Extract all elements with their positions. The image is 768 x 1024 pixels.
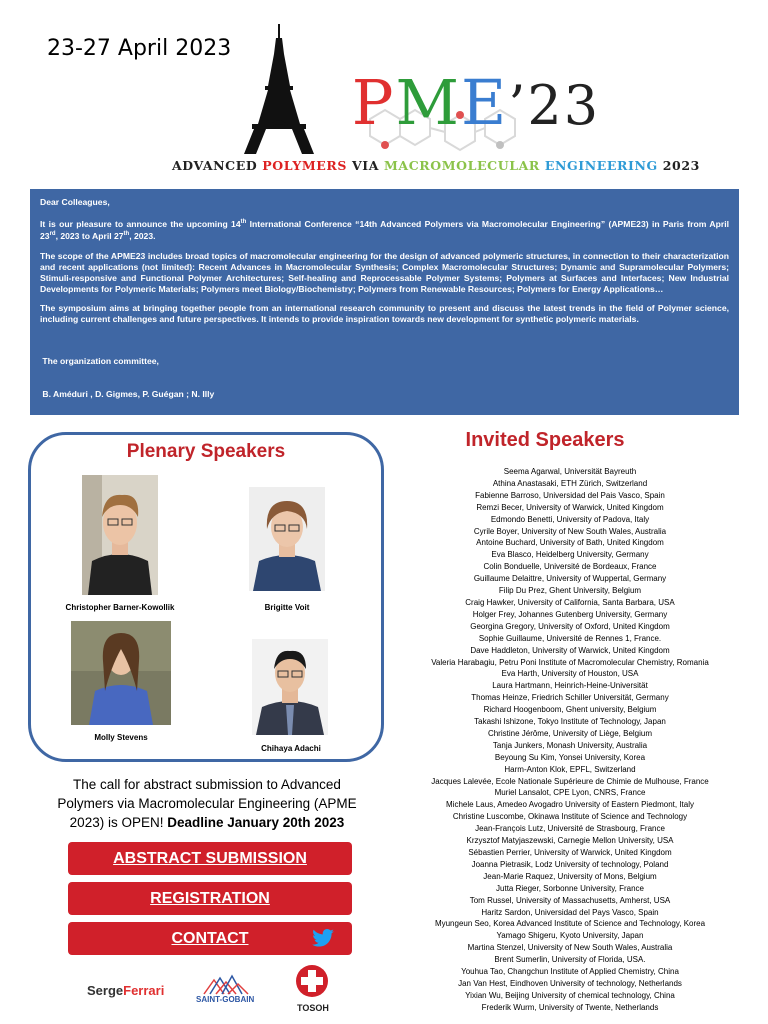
letter-greeting: Dear Colleagues, — [40, 197, 110, 207]
invited-speaker-item — [400, 942, 740, 954]
subtitle-part: MACROMOLECULAR — [383, 158, 540, 173]
logo-letter-m: M — [395, 66, 461, 139]
invited-speaker-affiliation: , University of New South Wales, Australia — [517, 526, 667, 536]
invited-speaker-item — [400, 549, 740, 561]
invited-speaker-item — [400, 502, 740, 514]
speaker-photo — [252, 639, 328, 735]
invited-speaker-name: Remzi Becer — [476, 502, 522, 512]
plenary-speakers-panel — [28, 432, 384, 762]
invited-speaker-item — [400, 966, 740, 978]
serge-ferrari-logo: SergeFerrari — [87, 983, 165, 998]
invited-speaker-affiliation: , Université de Bordeaux, France — [539, 562, 657, 572]
invited-speaker-name: Yixian Wu — [465, 990, 501, 1000]
invited-speaker-affiliation: , Changchun Institute of Applied Chemistry, China — [502, 967, 679, 977]
invited-speaker-item — [400, 704, 740, 716]
invited-speaker-affiliation: , University of Massachusetts, Amherst, USA — [511, 895, 671, 905]
speaker-name: Molly Stevens — [94, 733, 148, 742]
invited-speaker-name: Harm-Anton Klok — [504, 764, 566, 774]
invited-speaker-item — [400, 811, 740, 823]
invited-speaker-item — [400, 918, 740, 930]
invited-speaker-name: Craig Hawker — [465, 597, 514, 607]
contact-button[interactable]: CONTACT — [68, 922, 352, 955]
invited-speakers-list — [400, 466, 740, 1014]
invited-speaker-affiliation: , University of Bath, United Kingdom — [535, 538, 664, 548]
subtitle-part: POLYMERS — [262, 158, 348, 173]
invited-speaker-name: Seema Agarwal — [503, 467, 560, 476]
conference-subtitle — [172, 158, 700, 173]
invited-speaker-affiliation: , University of Twente, Netherlands — [534, 1002, 659, 1012]
invited-speaker-item — [400, 621, 740, 633]
invited-speaker-affiliation: , University of New South Wales, Australia — [523, 943, 673, 953]
invited-speaker-name: Tom Russel — [469, 895, 512, 905]
invited-speaker-affiliation: , Heinrich-Heine-Universität — [550, 681, 648, 691]
invited-speaker-item — [400, 537, 740, 549]
invited-speaker-affiliation: , Eindhoven University of technology, Netherlands — [505, 978, 682, 988]
invited-speaker-affiliation: , Universität Bayreuth — [559, 467, 637, 476]
invited-speaker-name: Haritz Sardon — [481, 907, 531, 917]
invited-speaker-name: Myungeun Seo — [434, 919, 489, 929]
invited-speaker-item — [400, 764, 740, 776]
invited-speaker-name: Jean-François Lutz — [475, 824, 544, 834]
invited-speaker-item — [400, 657, 740, 669]
invited-speaker-name: Antoine Buchard — [476, 538, 536, 548]
invited-speaker-item — [400, 633, 740, 645]
invited-speaker-affiliation: , Okinawa Institute of Science and Technology — [523, 812, 688, 822]
invited-speaker-name: Athina Anastasaki — [492, 478, 557, 488]
invited-speaker-item — [400, 573, 740, 585]
invited-speaker-item — [400, 645, 740, 657]
saint-gobain-label: SAINT-GOBAIN — [196, 995, 255, 1004]
letter-signature: The organization committee, B. Améduri , D. Gigmes, P. Guégan ; N. Illy — [40, 355, 215, 399]
invited-speaker-name: Beyoung Su Kim — [494, 752, 555, 762]
speaker-name: Chihaya Adachi — [261, 744, 321, 753]
invited-speaker-affiliation: , University of Houston, USA — [537, 669, 639, 679]
invited-speaker-item — [400, 740, 740, 752]
invited-speaker-item — [400, 835, 740, 847]
invited-speaker-affiliation: , Lodz University of technology, Poland — [530, 859, 669, 869]
invited-speaker-name: Guillaume Delaittre — [473, 574, 542, 584]
invited-speaker-name: Jan Van Hest — [458, 978, 506, 988]
invited-speaker-item — [400, 907, 740, 919]
invited-speaker-item — [400, 692, 740, 704]
letter-paragraph-1: It is our pleasure to announce the upcoming 14th International Conference “14th Advanced Polymers via Macromolecular Engineering” (APME23) in Paris from April 23rd, 2023 to April 27th, 2023. — [40, 218, 729, 242]
invited-speaker-item — [400, 752, 740, 764]
invited-speaker-affiliation: , University of Florida, USA. — [547, 955, 646, 965]
invited-speaker-item — [400, 466, 740, 478]
invited-speaker-item — [400, 978, 740, 990]
invited-speaker-item — [400, 859, 740, 871]
invitation-letter — [30, 189, 739, 415]
invited-speaker-name: Krzysztof Matyjaszewski — [466, 836, 554, 846]
invited-speaker-name: Filip Du Prez — [498, 586, 545, 596]
invited-speaker-name: Cyrile Boyer — [473, 526, 518, 536]
invited-speaker-item — [400, 847, 740, 859]
invited-speaker-item — [400, 990, 740, 1002]
invited-speaker-name: Fabienne Barroso — [475, 490, 539, 500]
invited-speaker-item — [400, 680, 740, 692]
invited-speaker-name: Thomas Heinze — [471, 693, 528, 703]
invited-speaker-item — [400, 478, 740, 490]
invited-speaker-item — [400, 954, 740, 966]
invited-speaker-name: Eva Blasco — [491, 550, 532, 560]
invited-speaker-name: Jacques Lalevée — [431, 776, 492, 786]
invited-speaker-name: Frederik Wurm — [481, 1002, 535, 1012]
speaker-photo — [249, 487, 325, 591]
invited-speaker-affiliation: , Ghent university, Belgium — [561, 705, 657, 715]
invited-speaker-name: Jutta Rieger — [496, 883, 539, 893]
invited-speaker-affiliation: , University of Warwick, United Kingdom — [521, 502, 664, 512]
plenary-title: Plenary Speakers — [126, 441, 286, 462]
invited-speaker-name: Laura Hartmann — [492, 681, 550, 691]
invited-speaker-item — [400, 823, 740, 835]
logo-year: ’23 — [508, 74, 601, 137]
invited-speaker-affiliation: , ETH Zürich, Switzerland — [556, 478, 648, 488]
invited-speaker-affiliation: , Sorbonne University, France — [538, 883, 644, 893]
invited-speaker-item — [400, 871, 740, 883]
event-date: 23-27 April 2023 — [47, 36, 232, 61]
invited-speaker-item — [400, 728, 740, 740]
logo-letter-e: E — [460, 66, 509, 139]
invited-speaker-name: Georgina Gregory — [470, 621, 534, 631]
subtitle-part: ENGINEERING — [539, 158, 658, 173]
invited-speaker-item — [400, 895, 740, 907]
invited-speaker-name: Edmondo Benetti — [490, 514, 553, 524]
call-text: The call for abstract submission to Advanced Polymers via Macromolecular Engineering (APME 2023) is OPEN! — [57, 777, 357, 830]
invited-speaker-name: Eva Harth — [501, 669, 538, 679]
speaker-photo — [71, 621, 171, 725]
invited-speaker-item — [400, 776, 740, 788]
invited-speaker-item — [400, 930, 740, 942]
invited-speaker-item — [400, 585, 740, 597]
speaker-name: Brigitte Voit — [264, 603, 310, 612]
invited-speaker-item — [400, 668, 740, 680]
invited-speaker-name: Muriel Lansalot — [494, 788, 549, 798]
invited-speaker-affiliation: , Friedrich Schiller Universität, Germany — [527, 693, 669, 703]
invited-speaker-item — [400, 597, 740, 609]
logo-letter-a — [305, 66, 352, 139]
invited-speaker-affiliation: , Université de Strasbourg, France — [543, 824, 665, 834]
invited-speaker-affiliation: , University of Padova, Italy — [552, 514, 650, 524]
invited-speaker-affiliation: , University of Oxford, United Kingdom — [533, 621, 670, 631]
invited-speaker-affiliation: , University of Liège, Belgium — [548, 728, 653, 738]
invited-speaker-name: Takashi Ishizone — [474, 717, 534, 727]
call-deadline: Deadline January 20th 2023 — [167, 815, 345, 830]
invited-speaker-item — [400, 609, 740, 621]
apme-logo-text — [305, 66, 600, 139]
invited-speaker-item — [400, 561, 740, 573]
tosoh-logo — [295, 964, 329, 998]
invited-speaker-name: Yamago Shigeru — [496, 931, 556, 941]
invited-speaker-item — [400, 526, 740, 538]
invited-speaker-affiliation: , EPFL, Switzerland — [565, 764, 636, 774]
invited-speaker-name: Youhua Tao — [461, 967, 503, 977]
invited-speaker-affiliation: , Korea Advanced Institute of Science and Technology, Korea — [488, 919, 706, 929]
letter-paragraph-2: The scope of the APME23 includes broad topics of macromolecular engineering for the design of advanced polymeric structures, in connection to their characterization and recent applications (not limited): Recent Advances in Macromolecular Synthesis; Complex Macromolecular Structures; Dynamic and Supramolecular Polymers; Stimuli-responsive and Functional Polymer Architectures; Self-healing and Reprocessable Polymer Systems; Polymers at Surfaces and Interfaces; New Industrial Developments for Polymeric Materials; Polymers meet Biology/Biochemistry; Polymers from Renewable Resources; Polymers for Energy Applications… — [40, 250, 729, 294]
invited-speaker-name: Christine Luscombe — [452, 812, 524, 822]
invited-speaker-name: Joanna Pietrasik — [471, 859, 531, 869]
invited-speaker-item — [400, 883, 740, 895]
invited-speaker-affiliation: , Beijing University of chemical technology, China — [500, 990, 675, 1000]
twitter-icon[interactable] — [312, 929, 334, 947]
invited-speaker-affiliation: , Tokyo Institute of Technology, Japan — [533, 717, 666, 727]
invited-speaker-name: Colin Bonduelle — [483, 562, 540, 572]
invited-speaker-affiliation: , Universidad del Pais Vasco, Spain — [538, 490, 665, 500]
abstract-call — [52, 775, 362, 832]
tosoh-label: TOSOH — [297, 1003, 329, 1013]
abstract-submission-button[interactable]: ABSTRACT SUBMISSION — [68, 842, 352, 875]
invited-speaker-affiliation: , University of Wuppertal, Germany — [541, 574, 667, 584]
invited-speaker-affiliation: , Monash University, Australia — [542, 740, 648, 750]
invited-speaker-name: Christine Jérôme — [487, 728, 549, 738]
invited-speaker-name: Dave Haddleton — [470, 645, 528, 655]
registration-button[interactable]: REGISTRATION — [68, 882, 352, 915]
subtitle-part: ADVANCED — [172, 158, 263, 173]
invited-speaker-item — [400, 514, 740, 526]
invited-speaker-affiliation: , Université de Rennes 1, France. — [541, 633, 662, 643]
letter-paragraph-3: The symposium aims at bringing together people from an international research community to present and discuss the latest trends in the field of Polymer science, including current challenges and future perspectives. It intends to provide inspiration towards new development for synthetic polymeric materials. — [40, 303, 729, 325]
invited-speaker-affiliation: , Amedeo Avogadro University of Eastern Piedmont, Italy — [493, 800, 694, 810]
invited-speaker-item — [400, 490, 740, 502]
invited-speaker-affiliation: , Heidelberg University, Germany — [531, 550, 649, 560]
logo-letter-p: P — [351, 66, 396, 139]
invited-speaker-item — [400, 799, 740, 811]
invited-speaker-name: Jean-Marie Raquez — [483, 871, 554, 881]
invited-speaker-name: Martina Stenzel — [467, 943, 524, 953]
invited-speaker-affiliation: , University of Mons, Belgium — [553, 871, 657, 881]
invited-speaker-affiliation: , CPE Lyon, CNRS, France — [548, 788, 646, 798]
invited-speaker-affiliation: , Johannes Gutenberg University, Germany — [513, 609, 668, 619]
invited-speaker-name: Richard Hoogenboom — [483, 705, 562, 715]
invited-speaker-name: Holger Frey — [472, 609, 514, 619]
invited-speaker-affiliation: , University of Warwick, United Kingdom — [527, 645, 670, 655]
invited-title: Invited Speakers — [465, 429, 625, 451]
invited-speaker-affiliation: , Petru Poni Institute of Macromolecular Chemistry, Romania — [494, 657, 709, 667]
invited-speaker-name: Sophie Guillaume — [478, 633, 542, 643]
invited-speaker-name: Sébastien Perrier — [468, 848, 530, 857]
invited-speaker-affiliation: , Yonsei University, Korea — [554, 752, 646, 762]
invited-speaker-affiliation: , University of California, Santa Barbara, USA — [513, 597, 675, 607]
speaker-photo — [82, 475, 158, 595]
invited-speaker-affiliation: , Ecole Nationale Supérieure de Chimie de Mulhouse, France — [491, 776, 709, 786]
invited-speaker-affiliation: , Carnegie Mellon University, USA — [553, 836, 674, 846]
invited-speaker-affiliation: , Universidad del Pays Vasco, Spain — [530, 907, 659, 917]
invited-speaker-name: Tanja Junkers — [492, 740, 543, 750]
invited-speaker-affiliation: , University of Warwick, United Kingdom — [529, 848, 672, 857]
invited-speaker-affiliation: , Ghent University, Belgium — [544, 586, 642, 596]
subtitle-part: 2023 — [657, 158, 700, 173]
invited-speaker-item — [400, 716, 740, 728]
speaker-name: Christopher Barner-Kowollik — [65, 603, 175, 612]
invited-speaker-affiliation: , Kyoto University, Japan — [555, 931, 644, 941]
invited-speaker-item — [400, 1002, 740, 1014]
invited-speaker-name: Brent Sumerlin — [494, 955, 548, 965]
invited-speaker-item — [400, 787, 740, 799]
subtitle-part: VIA — [347, 158, 384, 173]
invited-speaker-name: Valeria Harabagiu — [431, 657, 495, 667]
invited-speaker-name: Michele Laus — [446, 800, 494, 810]
